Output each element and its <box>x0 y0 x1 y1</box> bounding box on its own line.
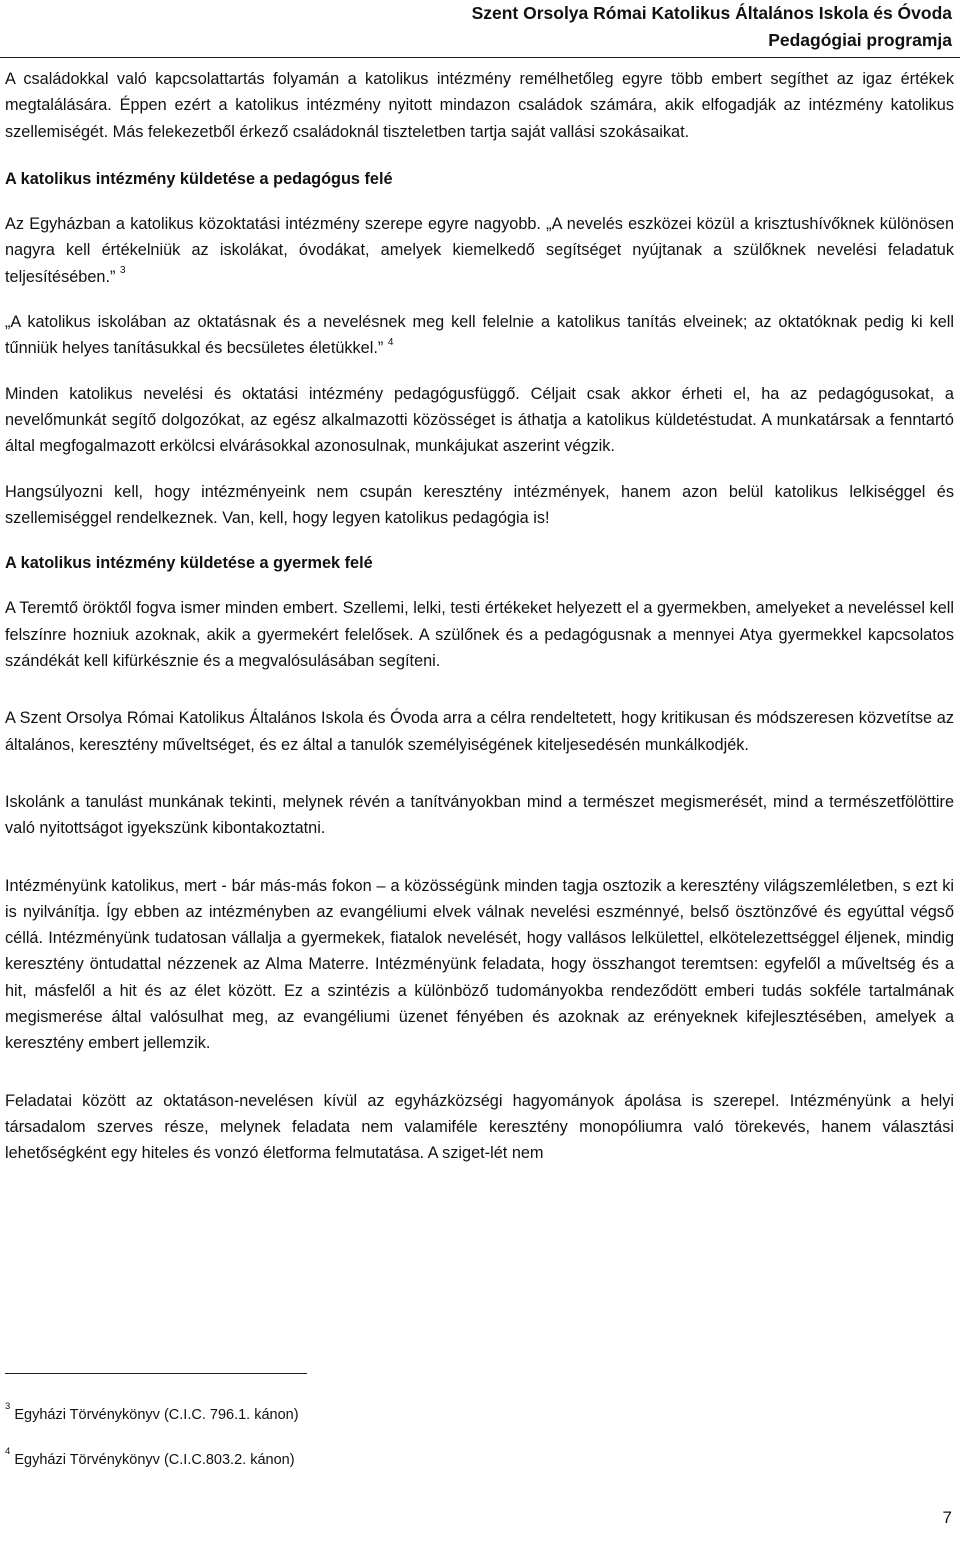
footnote-number: 3 <box>5 1401 11 1413</box>
footnote-3 <box>5 1401 299 1425</box>
footnote-ref-3: 3 <box>119 265 126 277</box>
footnote-separator <box>5 1373 307 1374</box>
page-body <box>5 66 954 1167</box>
paragraph-catholic-institution: Intézményünk katolikus, mert - bár más-más fokon – a közösségünk minden tagja osztozik a keresztény világszemléletben, s ezt ki is nyilvánítja. Így ebben az intézményben az evangéliumi elvek válnak nevelési eszménnyé, belső ösztönzővé és egyúttal végső céllá. Intézményünk tudatosan vállalja a gyermekek, fiatalok nevelését, hogy vallásos lelkülettel, elkötelezettséggel éljenek, mindig keresztény öntudattal nézzenek az Alma Materre. Intézményünk feladata, hogy összhangot teremtsen: egyfelől a műveltség és a hit, másfelől a hit és az élet között. Ez a szintézis a különböző tudományokba rendeződött emberi tudás sokféle tartalmának megismerése által valósulhat meg, az evangéliumi üzenet fényében és azoknak az erényeknek kifejlesztésében, amelyek a keresztény embert jellemzik. <box>5 876 954 1053</box>
header-rule <box>0 57 960 58</box>
heading-mission-child: A katolikus intézmény küldetése a gyermek felé <box>5 554 373 573</box>
paragraph-school-purpose: A Szent Orsolya Római Katolikus Általános Iskola és Óvoda arra a célra rendeltetett, hogy kritikusan és módszeresen közvetítse az általános, keresztény műveltséget, és ez által a tanulók személyiségének kiteljesedésén munkálkodjék. <box>5 709 954 754</box>
paragraph-creator: A Teremtő öröktől fogva ismer minden embert. Szellemi, lelki, testi értékeket helyezett el a gyermekben, amelyeket a neveléssel kell felszínre hozniuk azoknak, akik a gyermekért felelősek. A szülőnek és a pedagógusnak a mennyei Atya gyermekkel kapcsolatos szándékát kell kifürkésznie és a megvalósulásában segíteni. <box>5 599 954 671</box>
footnote-text: Egyházi Törvénykönyv (C.I.C.803.2. kánon) <box>14 1452 295 1468</box>
paragraph-families: A családokkal való kapcsolattartás folyamán a katolikus intézmény remélhetőleg egyre több embert segíthet az igaz értékek megtalálására. Éppen ezért a katolikus intézmény nyitott mindazon családok számára, akik elfogadják az intézmény katolikus szellemiségét. Más felekezetből érkező családoknál tiszteletben tartja saját vallási szokásaikat. <box>5 70 954 141</box>
page-number: 7 <box>942 1508 952 1527</box>
footnote-4 <box>5 1446 295 1470</box>
header-school-name: Szent Orsolya Római Katolikus Általános Iskola és Óvoda <box>471 3 952 23</box>
heading-mission-teacher: A katolikus intézmény küldetése a pedagógus felé <box>5 169 393 188</box>
paragraph-church-role <box>5 211 954 290</box>
footnote-number: 4 <box>5 1446 11 1458</box>
paragraph-teacher-dependent: Minden katolikus nevelési és oktatási intézmény pedagógusfüggő. Céljait csak akkor érheti el, ha az pedagógusokat, a nevelőmunkát segítő dolgozókat, az egész alkalmazotti közösséget is áthatja a katolikus küldetéstudat. A munkatársak a fenntartó által megfogalmazott erkölcsi elvárásokkal azonosulnak, munkájukat aszerint végzik. <box>5 384 954 456</box>
paragraph-tasks: Feladatai között az oktatáson-nevelésen kívül az egyházközségi hagyományok ápolása is szerepel. Intézményünk a helyi társadalom szerves része, melynek feladata nem valamiféle keresztény monopóliumra való törekevés, hanem választási lehetőségként egy hiteles és vonzó életforma felmutatása. A sziget-lét nem <box>5 1091 954 1163</box>
header-document-title: Pedagógiai programja <box>768 30 952 50</box>
footnote-ref-4: 4 <box>387 336 394 348</box>
footnote-text: Egyházi Törvénykönyv (C.I.C. 796.1. kánon) <box>14 1407 299 1423</box>
paragraph-catholic-school-quote-text: „A katolikus iskolában az oktatásnak és a nevelésnek meg kell felelnie a katolikus tanítás elveinek; az oktatóknak pedig ki kell tűnniük helyes tanításukkal és becsületes életükkel.” <box>5 313 954 358</box>
page-header <box>472 0 952 54</box>
paragraph-catholic-school-quote <box>5 309 954 362</box>
paragraph-church-role-text: Az Egyházban a katolikus közoktatási intézmény szerepe egyre nagyobb. „A nevelés eszközei közül a krisztushívőknek különösen nagyra kell értékelniük az iskolákat, óvodákat, amelyek kiemelkedő segítséget nyújtanak a szülőknek nevelési feladatuk teljesítésében.” <box>5 215 954 286</box>
paragraph-catholic-pedagogy: Hangsúlyozni kell, hogy intézményeink nem csupán keresztény intézmények, hanem azon belül katolikus lelkiséggel és szellemiséggel rendelkeznek. Van, kell, hogy legyen katolikus pedagógia is! <box>5 482 954 527</box>
paragraph-learning-as-work: Iskolánk a tanulást munkának tekinti, melynek révén a tanítványokban mind a természet megismerését, mind a természetfölöttire való nyitottságot igyekszünk kibontakoztatni. <box>5 792 954 838</box>
